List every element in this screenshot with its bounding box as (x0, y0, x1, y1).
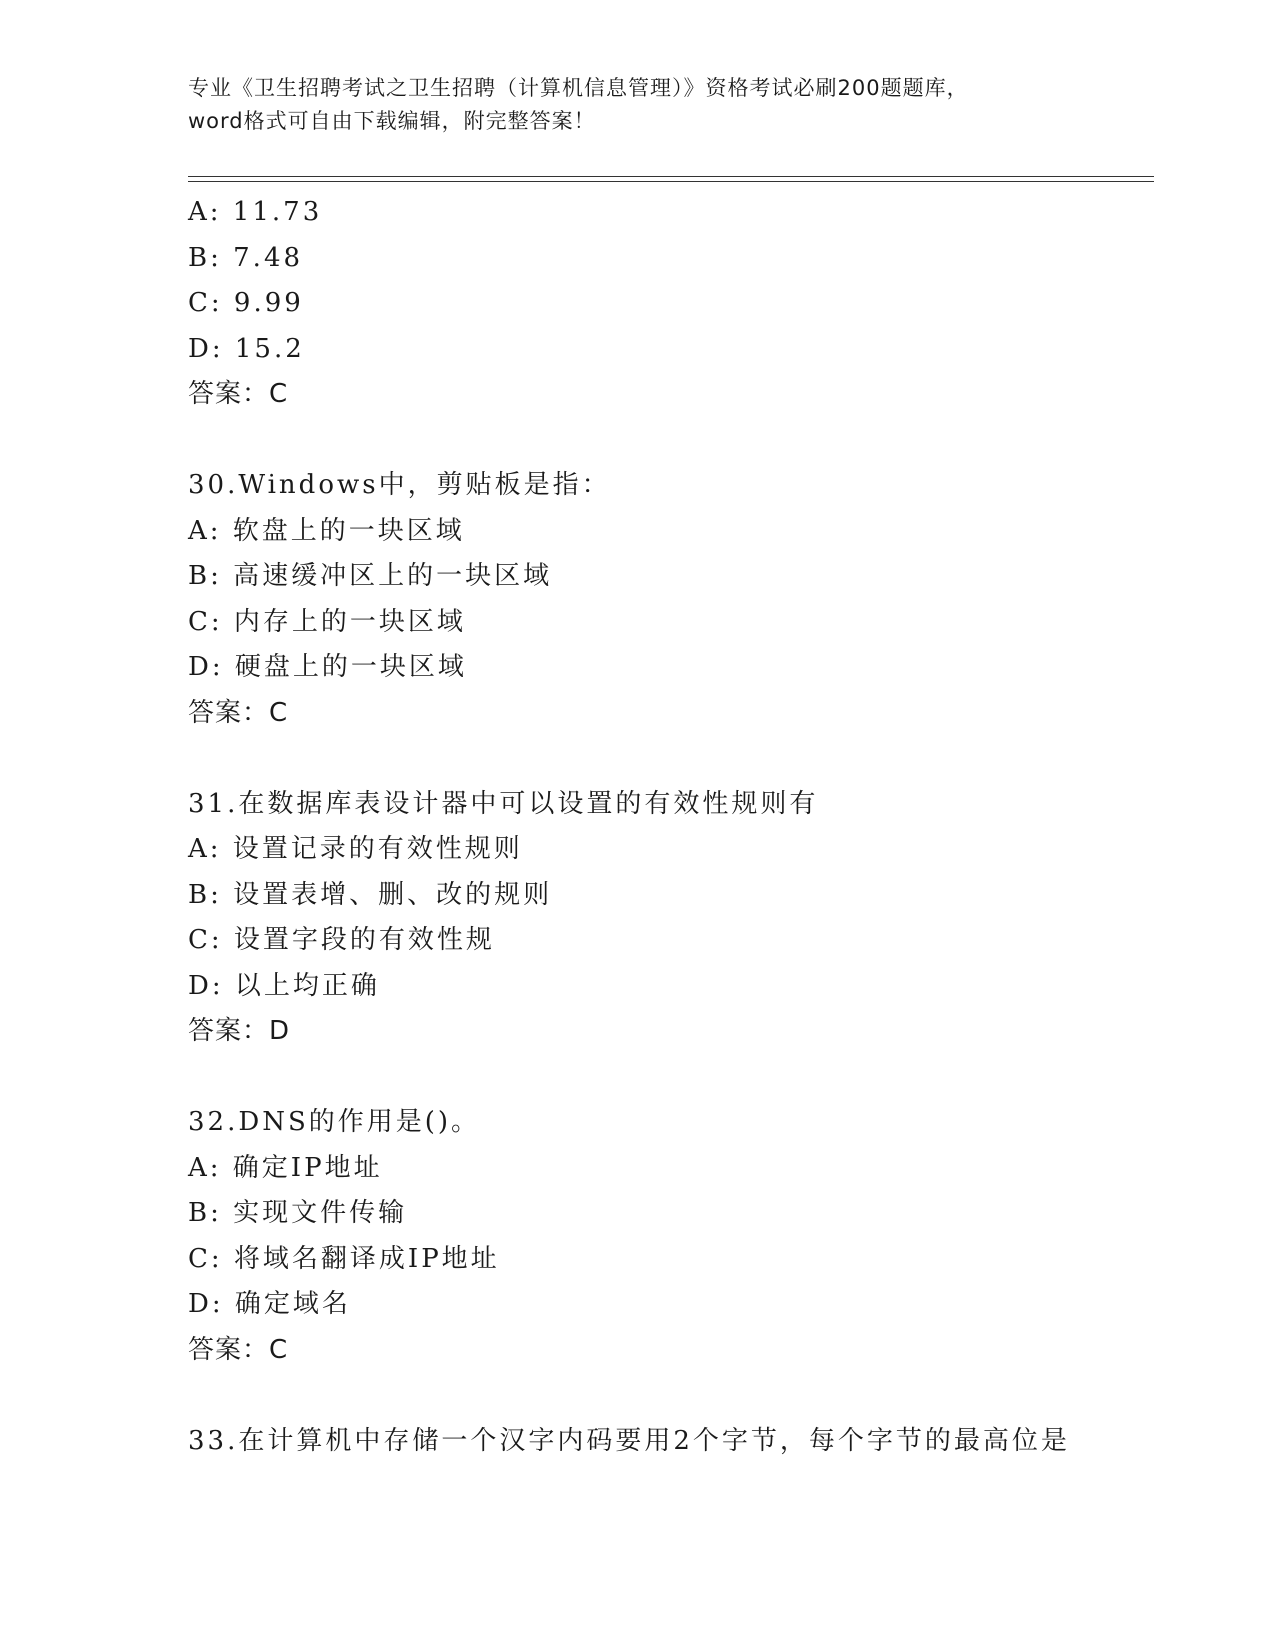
question-29 (188, 190, 1148, 418)
question-32 (188, 1100, 1148, 1373)
document-header (188, 72, 1088, 138)
question-gap (188, 1373, 1148, 1419)
option-d: D: 硬盘上的一块区域 (188, 652, 467, 682)
option-b: B: 高速缓冲区上的一块区域 (188, 561, 553, 591)
option-b: B: 实现文件传输 (188, 1198, 408, 1228)
question-text: 31.在数据库表设计器中可以设置的有效性规则有 (188, 788, 819, 819)
option-c: C: 内存上的一块区域 (188, 606, 466, 637)
option-b: B: 7.48 (188, 242, 304, 273)
answer-label: 答案：C (188, 697, 289, 728)
option-c: C: 9.99 (188, 288, 304, 318)
question-gap (188, 1055, 1148, 1101)
answer-label: 答案：C (188, 379, 289, 409)
option-d: D: 确定域名 (188, 1289, 351, 1319)
question-list (188, 190, 1148, 1464)
question-30 (188, 463, 1148, 736)
question-33 (188, 1419, 1148, 1465)
question-gap (188, 418, 1148, 464)
option-a: A: 软盘上的一块区域 (188, 515, 465, 546)
header-line-1: 专业《卫生招聘考试之卫生招聘（计算机信息管理）》资格考试必刷200题题库， (188, 76, 969, 100)
option-a: A: 设置记录的有效性规则 (188, 834, 523, 864)
option-b: B: 设置表增、删、改的规则 (188, 879, 553, 910)
question-text: 30.Windows中，剪贴板是指： (188, 470, 611, 500)
option-d: D: 15.2 (188, 333, 305, 364)
question-text: 32.DNS的作用是()。 (188, 1107, 481, 1137)
question-text: 33.在计算机中存储一个汉字内码要用2个字节，每个字节的最高位是 (188, 1425, 1070, 1456)
header-divider-top (188, 176, 1154, 177)
option-a: A: 确定IP地址 (188, 1152, 383, 1183)
option-c: C: 设置字段的有效性规 (188, 925, 495, 955)
header-line-2: word格式可自由下载编辑，附完整答案！ (188, 109, 596, 133)
option-c: C: 将域名翻译成IP地址 (188, 1243, 500, 1274)
question-gap (188, 736, 1148, 782)
answer-label: 答案：D (188, 1016, 291, 1046)
option-a: A: 11.73 (188, 197, 323, 227)
option-d: D: 以上均正确 (188, 970, 380, 1001)
question-31 (188, 782, 1148, 1055)
answer-label: 答案：C (188, 1334, 289, 1365)
header-divider-bottom (188, 181, 1154, 182)
